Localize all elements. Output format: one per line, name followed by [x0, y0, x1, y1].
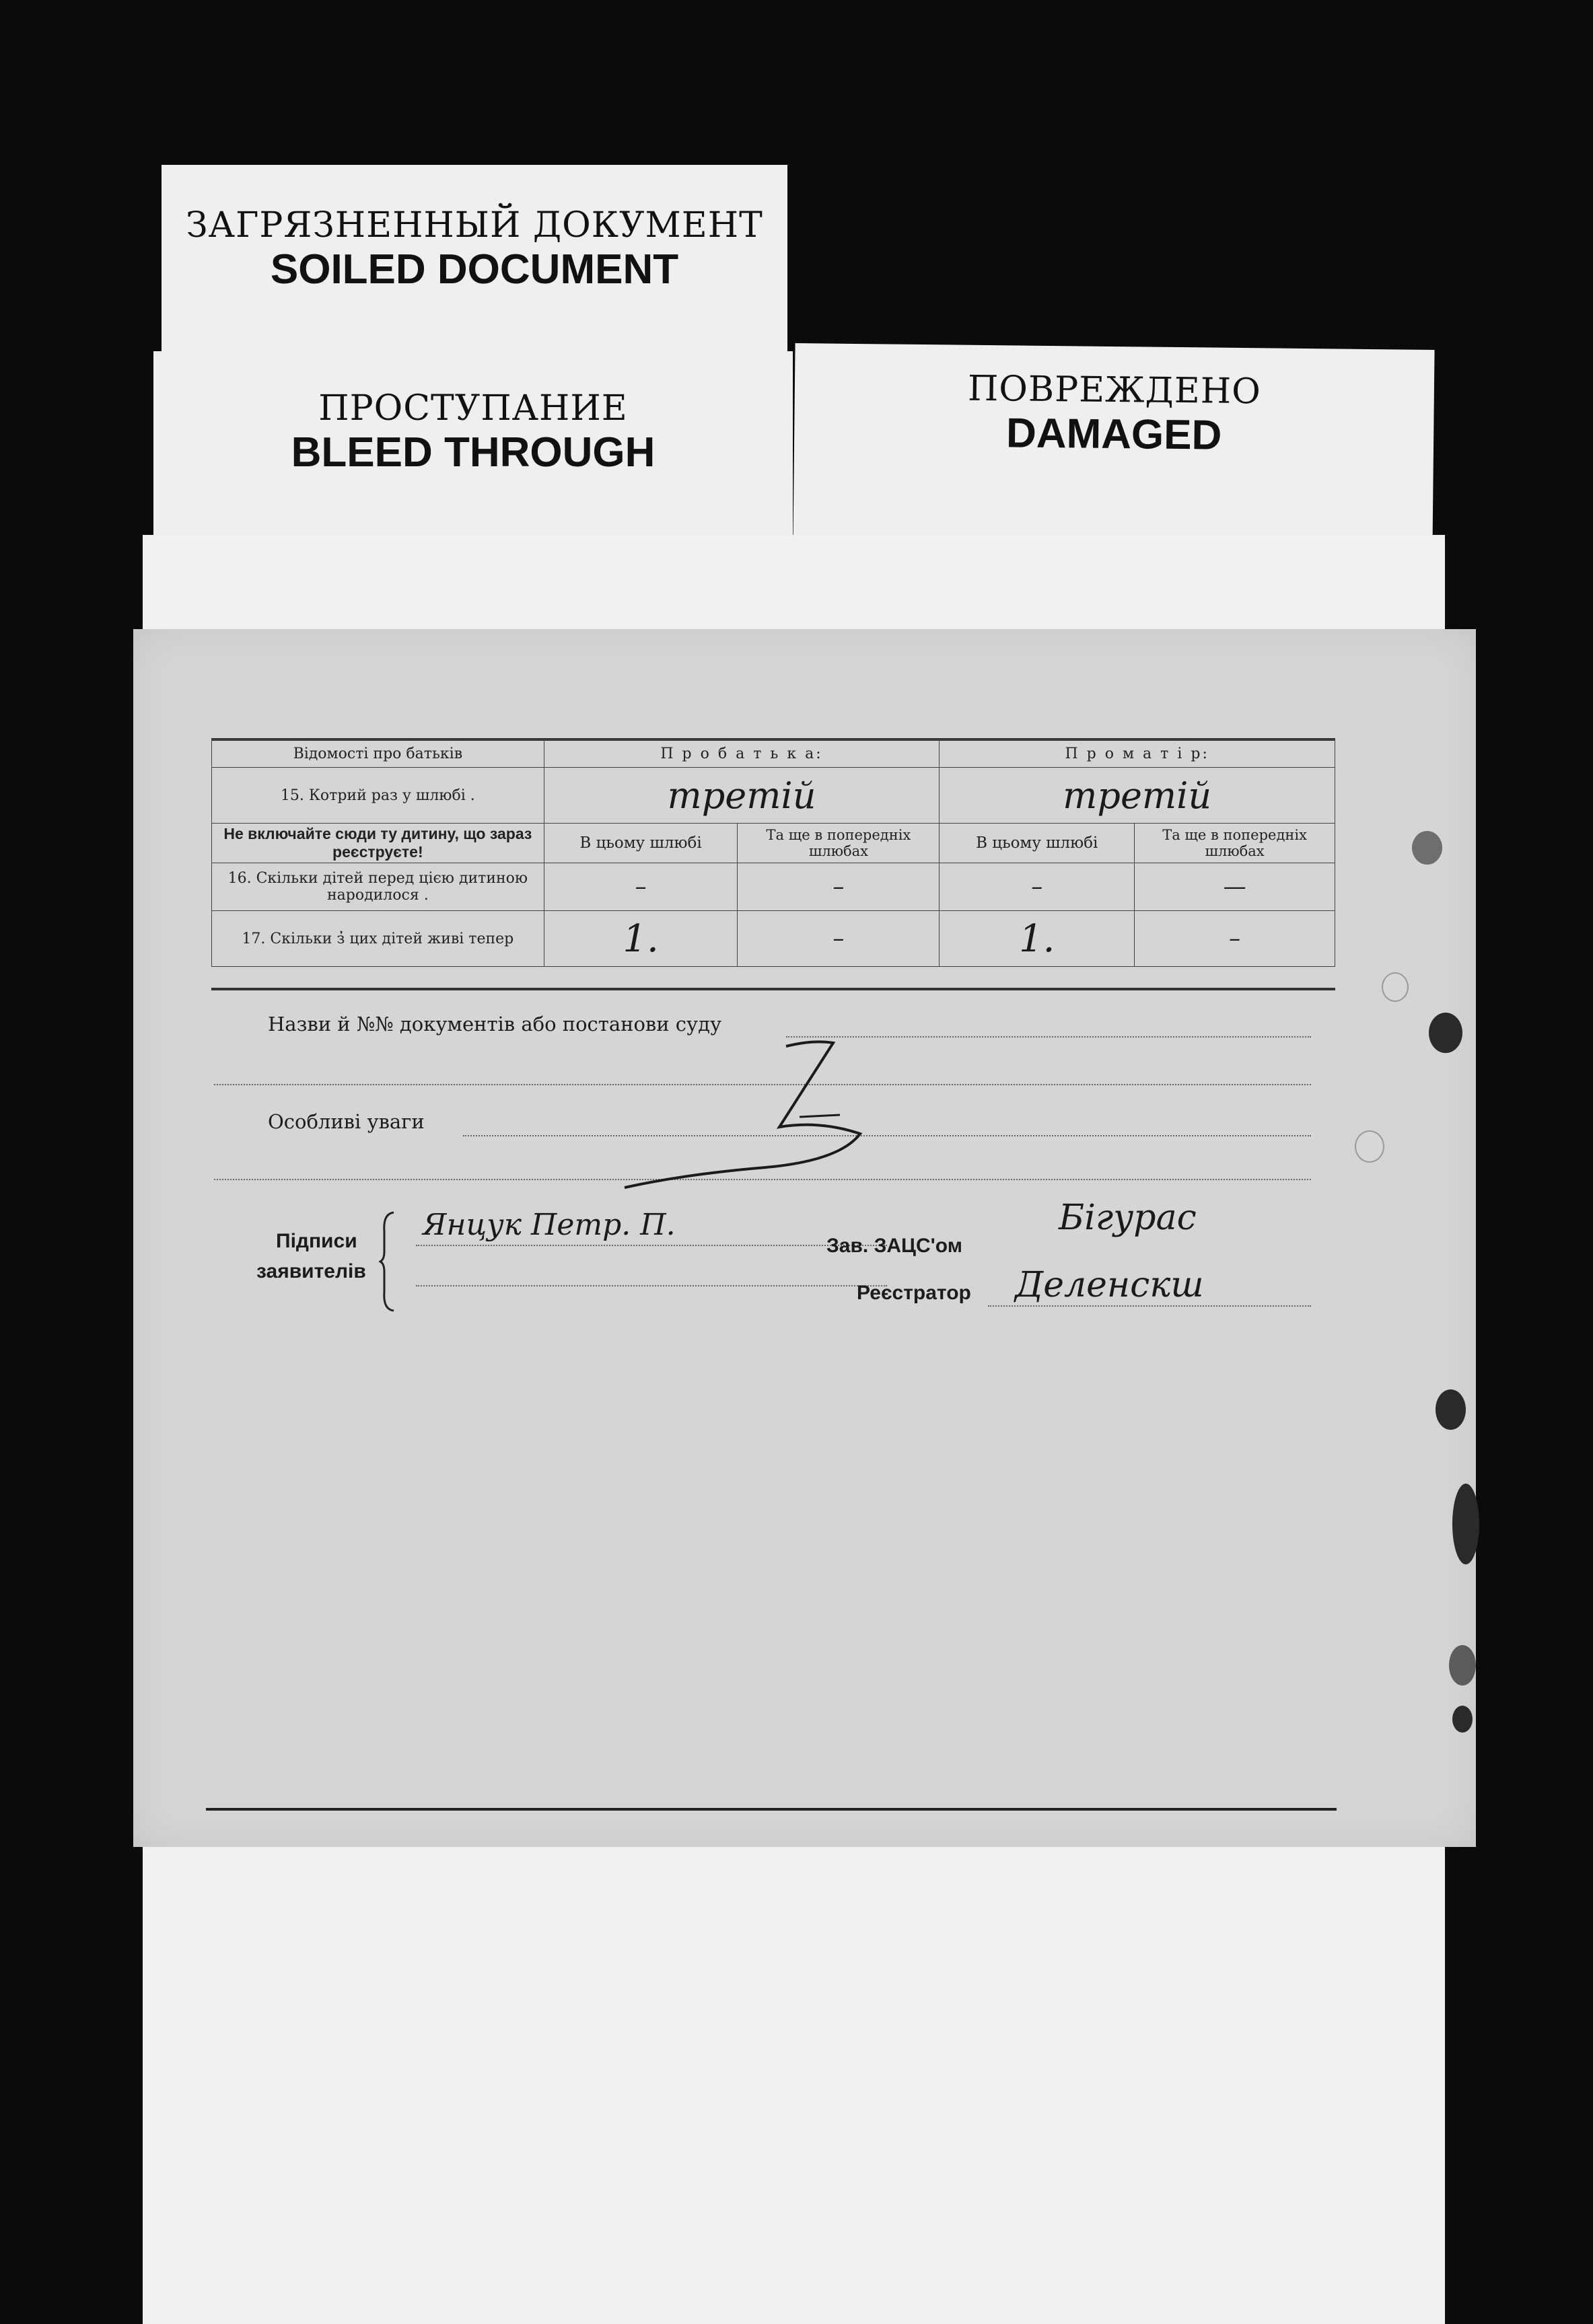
- bleed-label-ru: ПРОСТУПАНИЕ: [318, 388, 628, 429]
- signatures-label-line1: Підписи: [276, 1230, 357, 1252]
- row16-mother-prev: —: [1135, 863, 1335, 911]
- row17-father-prev: –: [738, 911, 940, 967]
- row15-father-value: третій: [544, 768, 940, 824]
- head-of-registry-label: Зав. ЗАЦС'ом: [826, 1235, 962, 1257]
- applicant-line-1: [416, 1245, 887, 1246]
- soiled-label-ru: ЗАГРЯЗНЕННЫЙ ДОКУМЕНТ: [186, 205, 763, 246]
- header-parents-info: Відомості про батьків: [212, 740, 544, 768]
- strike-through-mark: [598, 1026, 914, 1194]
- row17-label: 17. Скільки з̓ цих дітей живі тепер: [212, 911, 544, 967]
- mother-previous-marriages-header: Та ще в попередніх шлюбах: [1135, 824, 1335, 863]
- note-do-not-include: Не включайте сюди ту дитину, що зараз реєструєте!: [212, 824, 544, 863]
- damage-spot: [1449, 1645, 1476, 1685]
- head-of-registry-signature: Бігурас: [1059, 1198, 1197, 1238]
- row15-mother-value: третій: [940, 768, 1335, 824]
- documents-label: Назви й №№ документів або постанови суду: [268, 1013, 722, 1036]
- mother-this-marriage-header: В цьому шлюбі: [940, 824, 1135, 863]
- row16-father-this: –: [544, 863, 738, 911]
- form-bottom-rule: [206, 1808, 1337, 1811]
- header-father: П р о б а т ь к а:: [544, 740, 940, 768]
- signatures-brace: [379, 1211, 399, 1312]
- damaged-label-en: DAMAGED: [1005, 410, 1222, 459]
- punch-hole: [1382, 972, 1409, 1002]
- row16-mother-this: –: [940, 863, 1135, 911]
- registration-form-sheet: [133, 629, 1476, 1847]
- damage-spot: [1452, 1484, 1479, 1564]
- row17-father-this: 1.: [544, 911, 738, 967]
- row16-label: 16. Скільки дітей перед цією дитиною народилося .: [212, 863, 544, 911]
- father-this-marriage-header: В цьому шлюбі: [544, 824, 738, 863]
- row16-father-prev: –: [738, 863, 940, 911]
- damaged-card: [793, 343, 1434, 552]
- applicant-line-2: [416, 1285, 887, 1286]
- punch-hole: [1355, 1130, 1384, 1163]
- signatures-label-line2: заявителів: [256, 1260, 366, 1282]
- row17-mother-this: 1.: [940, 911, 1135, 967]
- notes-label: Особливі уваги: [268, 1110, 425, 1133]
- header-mother: П р о м а т і р:: [940, 740, 1335, 768]
- damage-spot: [1429, 1013, 1462, 1053]
- soiled-document-card: [162, 165, 787, 380]
- father-previous-marriages-header: Та ще в попередніх шлюбах: [738, 824, 940, 863]
- damage-spot: [1412, 831, 1442, 865]
- damage-spot: [1452, 1706, 1473, 1733]
- parents-info-table: [211, 739, 1335, 967]
- registrar-line: [988, 1305, 1311, 1307]
- registrar-signature: Деленскш: [1015, 1265, 1204, 1305]
- soiled-label-en: SOILED DOCUMENT: [270, 246, 679, 293]
- row15-label: 15. Котрий раз у шлюбі .: [212, 768, 544, 824]
- row17-mother-prev: –: [1135, 911, 1335, 967]
- registrar-label: Реєстратор: [857, 1282, 971, 1304]
- damaged-label-ru: ПОВРЕЖДЕНО: [967, 368, 1262, 412]
- table-bottom-rule: [211, 988, 1335, 990]
- damage-spot: [1436, 1389, 1466, 1430]
- bleed-through-card: [153, 351, 793, 546]
- bleed-label-en: BLEED THROUGH: [291, 429, 656, 476]
- applicant-signature: Янцук Петр. П.: [423, 1208, 676, 1242]
